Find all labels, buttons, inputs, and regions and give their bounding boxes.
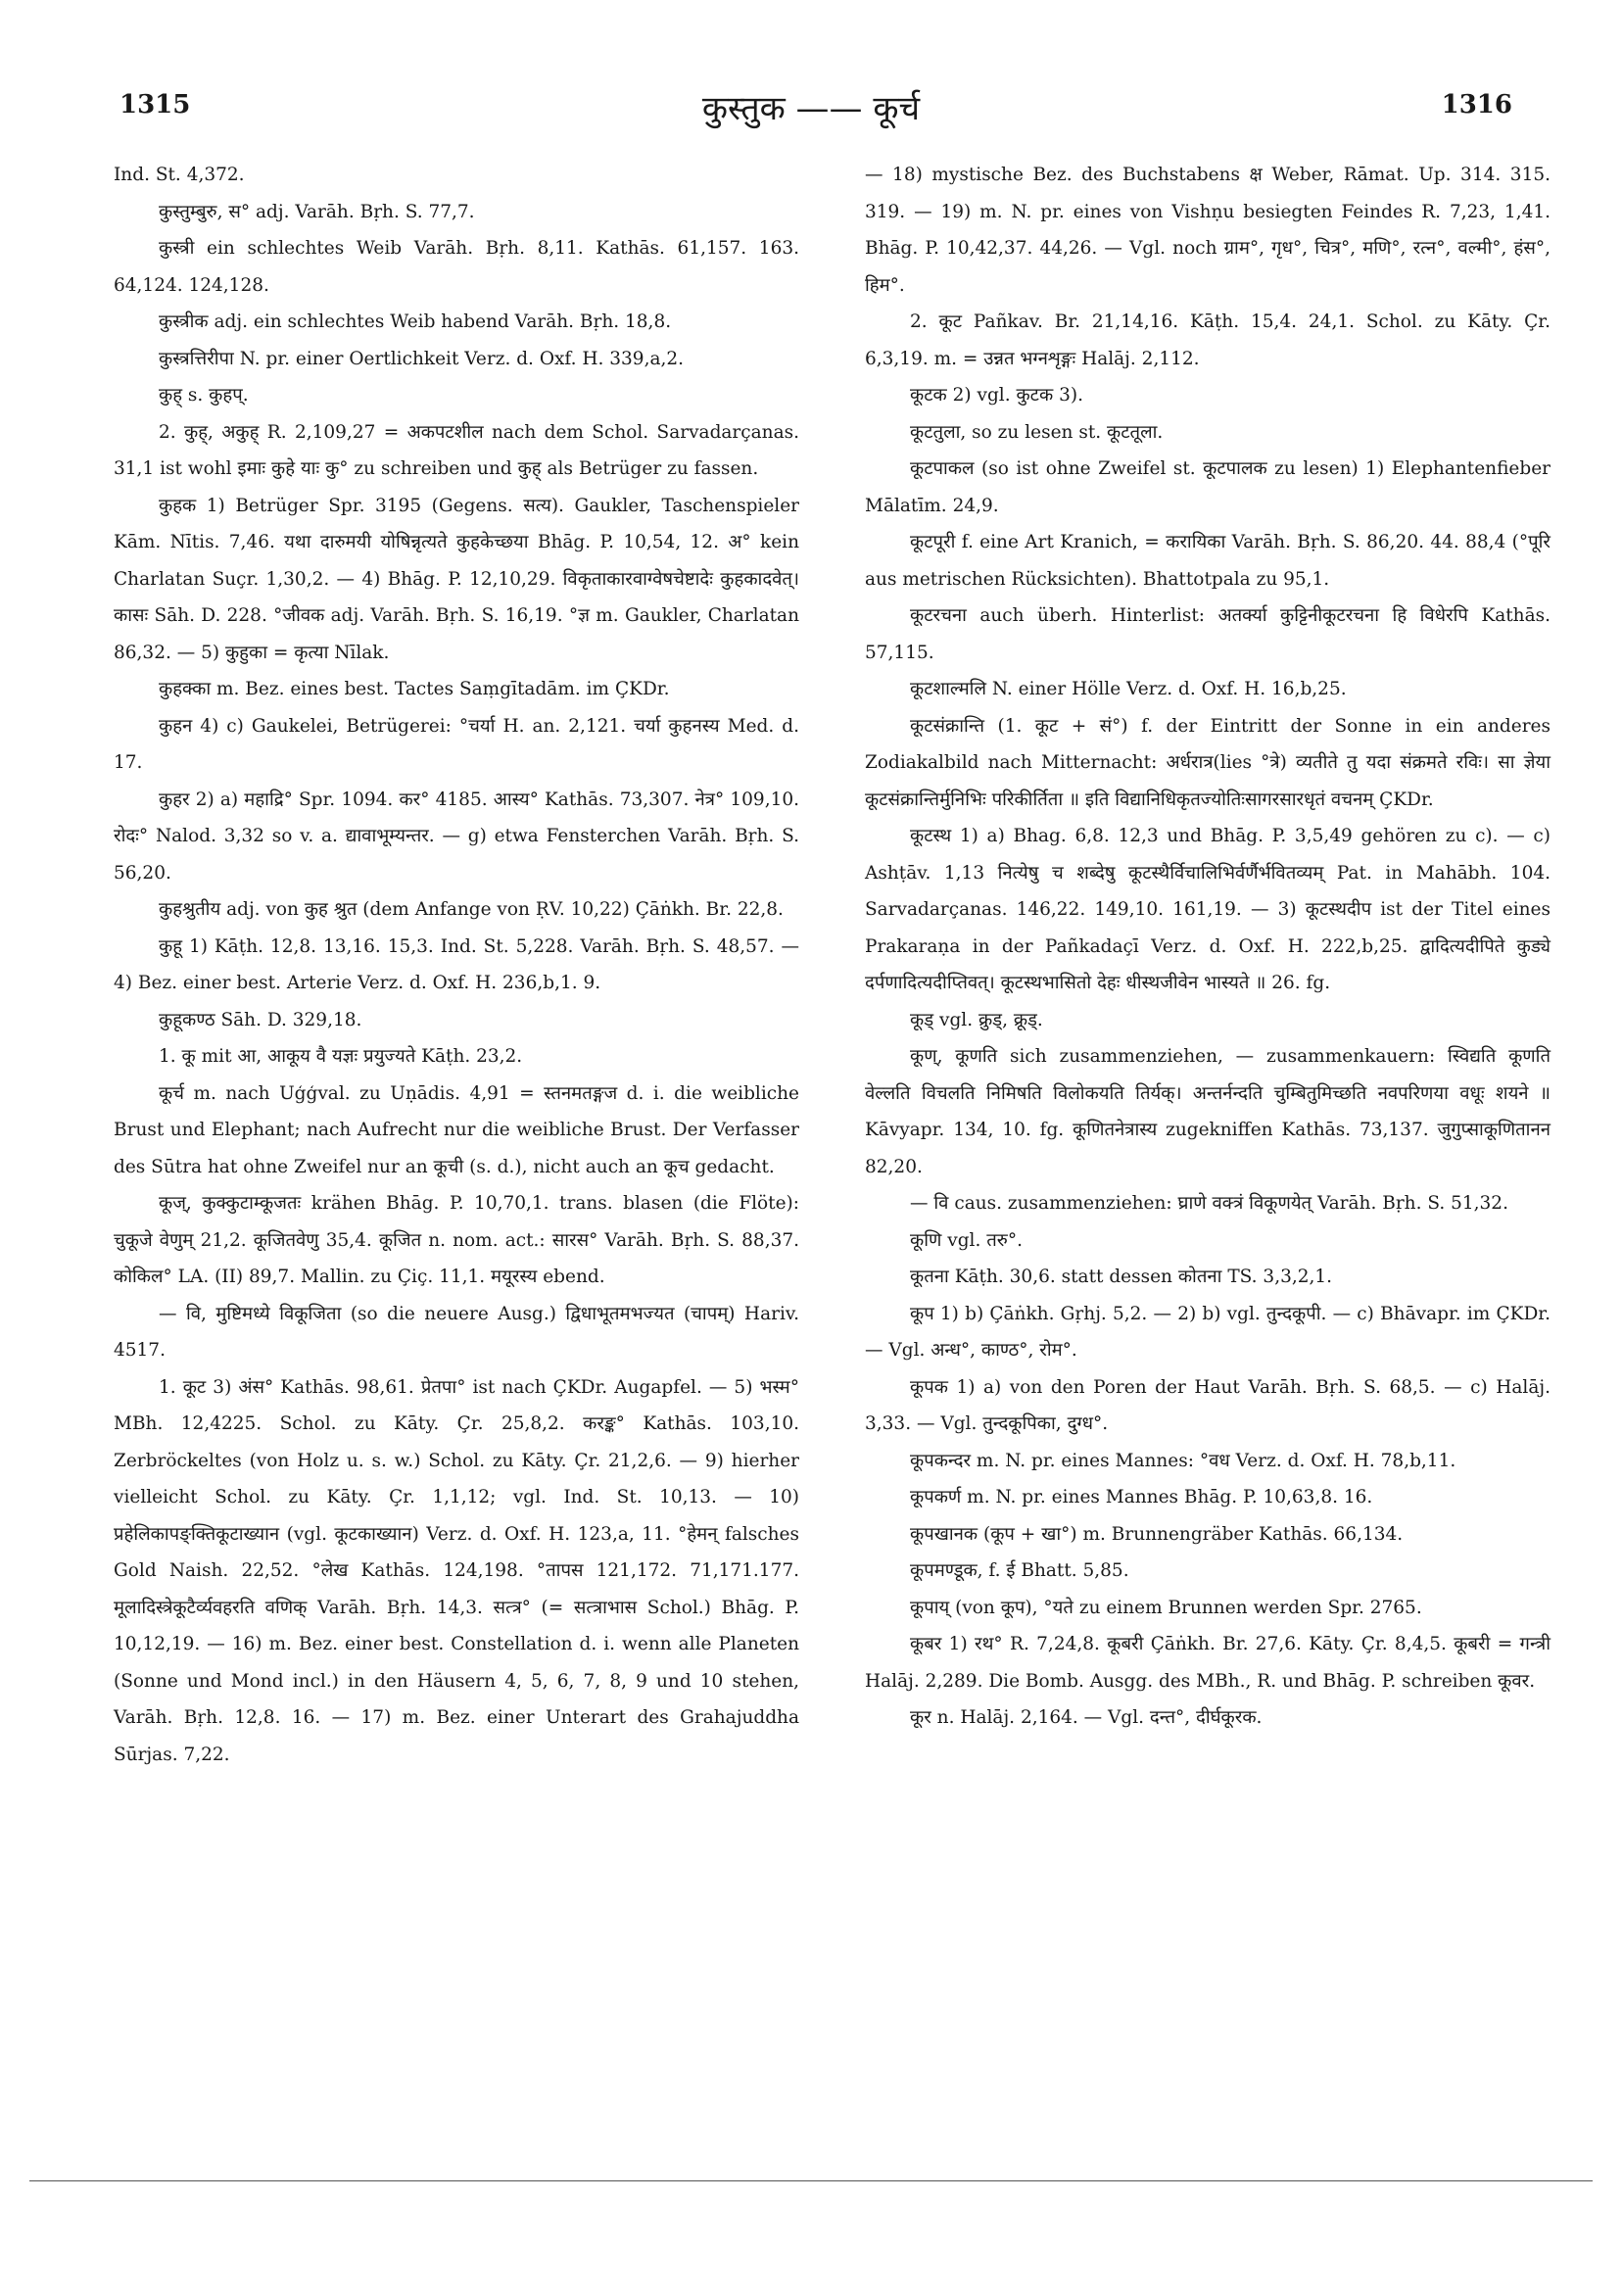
entry: — 18) mystische Bez. des Buchstabens क्ष Weber, Rāmat. Up. 314. 315. 319. — 19) m. N. pr. eines von Vishṇu besiegten Feindes R. 7,23, 1,41. Bhāg. P. 10,42,37. 44,26. — Vgl. noch ग्राम°, गृध°, चित्र°, मणि°, रत्न°, वल्मी°, हंस°, हिम°. xyxy=(865,165,1550,296)
page-number-right: 1316 xyxy=(1441,90,1512,120)
entry: कूपाय् (von कूप), °यते zu einem Brunnen werden Spr. 2765. xyxy=(910,1597,1422,1618)
entry: कुहक 1) Betrüger Spr. 3195 (Gegens. सत्य). Gaukler, Taschenspieler Kām. Nītis. 7,46. यथा दारुमयी योषिन्नृत्यते कुहकेच्छया Bhāg. P. 10,54, 12. अ° kein Charlatan Suçr. 1,30,2. — 4) Bhāg. P. 12,10,29. विकृताकारवाग्वेषचेष्टादेः कुहकादवेत्। कासः Sāh. D. 228. °जीवक adj. Varāh. Bṛh. S. 16,19. °ज्ञ m. Gaukler, Charlatan 86,32. — 5) कुहुका = कृत्या Nīlak. xyxy=(114,495,799,663)
entry: कूटपाकल (so ist ohne Zweifel st. कूटपालक zu lesen) 1) Elephantenfieber Mālatīm. 24,9. xyxy=(865,458,1550,516)
entry: कूपकर्ण m. N. pr. eines Mannes Bhāg. P. 10,63,8. 16. xyxy=(910,1487,1373,1507)
entry: कुहन 4) c) Gaukelei, Betrügerei: °चर्या H. an. 2,121. चर्या कुहनस्य Med. d. 17. xyxy=(114,715,799,773)
entry: कूटक 2) vgl. कुटक 3). xyxy=(910,385,1083,406)
entry: कूपखानक (कूप + खा°) m. Brunnengräber Kathās. 66,134. xyxy=(910,1523,1404,1545)
left-column xyxy=(114,157,799,1773)
entry: कूण्, कूणति sich zusammenziehen, — zusammenkauern: स्विद्यति कूणति वेल्लति विचलति निमिषति विलोकयति तिर्यक्। अन्तर्नन्दति चुम्बितुमिच्छति नवपरिणया वधूः शयने ॥ Kāvyapr. 134, 10. fg. कूणितनेत्रास्य zugekniffen Kathās. 73,137. जुगुप्साकूणितानन 82,20. xyxy=(865,1046,1550,1177)
entry: कूपकन्दर m. N. pr. eines Mannes: °वध Verz. d. Oxf. H. 78,b,11. xyxy=(910,1450,1456,1471)
entry: कुस्त्रीक adj. ein schlechtes Weib habend Varāh. Bṛh. 18,8. xyxy=(159,311,672,332)
entry: कूपमण्डूक, f. ई Bhatt. 5,85. xyxy=(910,1560,1129,1581)
entry: कूबर 1) रथ° R. 7,24,8. कूबरी Çāṅkh. Br. 27,6. Kāty. Çr. 8,4,5. कूबरी = गन्त्री Halāj. 2,289. Die Bomb. Ausgg. des MBh., R. und Bhāg. P. schreiben कूवर. xyxy=(865,1634,1550,1692)
entry: कूटपूरी f. eine Art Kranich, = करायिका Varāh. Bṛh. S. 86,20. 44. 88,4 (°पूरि aus metrischen Rücksichten). Bhattotpala zu 95,1. xyxy=(865,532,1550,590)
entry: कूतना Kāṭh. 30,6. statt dessen कोतना TS. 3,3,2,1. xyxy=(910,1267,1333,1287)
footer-rule xyxy=(29,2180,1593,2181)
entry: कूटसंक्रान्ति (1. कूट + सं°) f. der Eintritt der Sonne in ein anderes Zodiakalbild nach Mitternacht: अर्धरात्र(lies °त्रे) व्यतीते तु यदा संक्रमते रविः। सा ज्ञेया कूटसंक्रान्तिर्मुनिभिः परिकीर्तिता ॥ इति विद्यानिधिकृतज्योतिःसागरसारधृतं वचनम् ÇKDr. xyxy=(865,715,1550,810)
entry: — वि caus. zusammenziehen: घ्राणे वक्त्रं विकूणयेत् Varāh. Bṛh. S. 51,32. xyxy=(910,1193,1508,1214)
entry: कूर्च m. nach Uģģval. zu Uṇādis. 4,91 = स्तनमतङ्गज d. i. die weibliche Brust und Elephant; nach Aufrecht nur die weibliche Brust. Der Verfasser des Sūtra hat ohne Zweifel nur an कूची (s. d.), nicht auch an कूच gedacht. xyxy=(114,1082,799,1177)
entry: कुस्तुम्बुरु, स° adj. Varāh. Bṛh. S. 77,7. xyxy=(159,201,475,222)
entry: कूणि vgl. तरु°. xyxy=(910,1229,1023,1251)
entry: कुहूकण्ठ Sāh. D. 329,18. xyxy=(159,1009,362,1030)
entry: कुहश्रुतीय adj. von कुह श्रुत (dem Anfange von ṚV. 10,22) Çāṅkh. Br. 22,8. xyxy=(159,899,784,920)
entry: कूप 1) b) Çāṅkh. Gṛhj. 5,2. — 2) b) vgl. तुन्दकूपी. — c) Bhāvapr. im ÇKDr. — Vgl. अन्ध°, काण्ठ°, रोम°. xyxy=(865,1303,1550,1361)
entry: कुहू 1) Kāṭh. 12,8. 13,16. 15,3. Ind. St. 5,228. Varāh. Bṛh. S. 48,57. — 4) Bez. einer best. Arterie Verz. d. Oxf. H. 236,b,1. 9. xyxy=(114,935,799,993)
entry: — वि, मुष्टिमध्ये विकूजिता (so die neuere Ausg.) द्विधाभूतमभज्यत (चापम्) Hariv. 4517. xyxy=(114,1303,799,1361)
entry: कूपक 1) a) von den Poren der Haut Varāh. Bṛh. S. 68,5. — c) Halāj. 3,33. — Vgl. तुन्दकूपिका, दुग्ध°. xyxy=(865,1376,1550,1434)
entry: कूटरचना auch überh. Hinterlist: अतर्क्या कुट्टिनीकूटरचना हि विधेरपि Kathās. 57,115. xyxy=(865,605,1550,663)
entry: कूर n. Halāj. 2,164. — Vgl. दन्त°, दीर्घकूरक. xyxy=(910,1707,1263,1728)
entry: 2. कूट Pañkav. Br. 21,14,16. Kāṭh. 15,4. 24,1. Schol. zu Kāty. Çr. 6,3,19. m. = उन्नत भग्नशृङ्गः Halāj. 2,112. xyxy=(865,311,1550,369)
entry: कूटशाल्मलि N. einer Hölle Verz. d. Oxf. H. 16,b,25. xyxy=(910,679,1347,699)
entry: कूटतुला, so zu lesen st. कूटतूला. xyxy=(910,421,1164,443)
entry: कूड् vgl. क्रुड्, क्रूड्. xyxy=(910,1009,1043,1030)
running-title: कुस्तुक —— कूर्च xyxy=(701,89,921,128)
entry: Ind. St. 4,372. xyxy=(114,165,245,185)
entry: कूज्, कुक्कुटाम्कूजतः krähen Bhāg. P. 10,70,1. trans. blasen (die Flöte): चुकूजे वेणुम् 21,2. कूजितवेणु 35,4. कूजित n. nom. act.: सारस° Varāh. Bṛh. S. 88,37. कोकिल° LA. (II) 89,7. Mallin. zu Çiç. 11,1. मयूरस्य ebend. xyxy=(114,1193,799,1287)
entry: कूटस्थ 1) a) Bhag. 6,8. 12,3 und Bhāg. P. 3,5,49 gehören zu c). — c) Ashṭāv. 1,13 नित्येषु च शब्देषु कूटस्थैर्विचालिभिर्वर्णैर्भवितव्यम् Pat. in Mahābh. 104. Sarvadarçanas. 146,22. 149,10. 161,19. — 3) कूटस्थदीप ist der Titel eines Prakaraṇa in der Pañkadaçī Verz. d. Oxf. H. 222,b,25. द्वादित्यदीपिते कुड्ये दर्पणादित्यदीप्तिवत्। कूटस्थभासितो देहः धीस्थजीवेन भास्यते ॥ 26. fg. xyxy=(865,826,1550,993)
right-column xyxy=(865,157,1550,1737)
entry: कुहर 2) a) महाद्रि° Spr. 1094. कर° 4185. आस्य° Kathās. 73,307. नेत्र° 109,10. रोदः° Nalod. 3,32 so v. a. द्यावाभूम्यन्तर. — g) etwa Fensterchen Varāh. Bṛh. S. 56,20. xyxy=(114,789,799,884)
entry: 2. कुह्, अकुह् R. 2,109,27 = अकपटशील nach dem Schol. Sarvadarçanas. 31,1 ist wohl इमाः कुहे याः कु° zu schreiben und कुह् als Betrüger zu fassen. xyxy=(114,421,799,479)
entry: 1. कूट 3) अंस° Kathās. 98,61. प्रेतपा° ist nach ÇKDr. Augapfel. — 5) भस्म° MBh. 12,4225. Schol. zu Kāty. Çr. 25,8,2. करङ्क° Kathās. 103,10. Zerbröckeltes (von Holz u. s. w.) Schol. zu Kāty. Çr. 21,2,6. — 9) hierher vielleicht Schol. zu Kāty. Çr. 1,1,12; vgl. Ind. St. 10,13. — 10) प्रहेलिकापङ्क्तिकूटाख्यान (vgl. कूटकाख्यान) Verz. d. Oxf. H. 123,a, 11. °हेमन् falsches Gold Naish. 22,52. °लेख Kathās. 124,198. °तापस 121,172. 71,171.177. मूलादिस्त्रेकूटैर्व्यवहरति वणिक् Varāh. Bṛh. 14,3. सत्त्र° (= सत्त्राभास Schol.) Bhāg. P. 10,12,19. — 16) m. Bez. einer best. Constellation d. i. wenn alle Planeten (Sonne und Mond incl.) in den Häusern 4, 5, 6, 7, 8, 9 und 10 stehen, Varāh. Bṛh. 12,8. 16. — 17) m. Bez. einer Unterart des Grahajuddha Sūrjas. 7,22. xyxy=(114,1376,799,1765)
entry: 1. कू mit आ, आकूय वै यज्ञः प्रयुज्यते Kāṭh. 23,2. xyxy=(159,1046,523,1067)
page-number-left: 1315 xyxy=(119,90,191,120)
entry: कुस्त्रत्तिरीपा N. pr. einer Oertlichkeit Verz. d. Oxf. H. 339,a,2. xyxy=(159,348,685,369)
entry: कुस्त्री ein schlechtes Weib Varāh. Bṛh. 8,11. Kathās. 61,157. 163. 64,124. 124,128. xyxy=(114,238,799,296)
entry: कुहक्का m. Bez. eines best. Tactes Saṃgītadām. im ÇKDr. xyxy=(159,679,670,699)
entry: कुह् s. कुहप्. xyxy=(159,385,249,406)
